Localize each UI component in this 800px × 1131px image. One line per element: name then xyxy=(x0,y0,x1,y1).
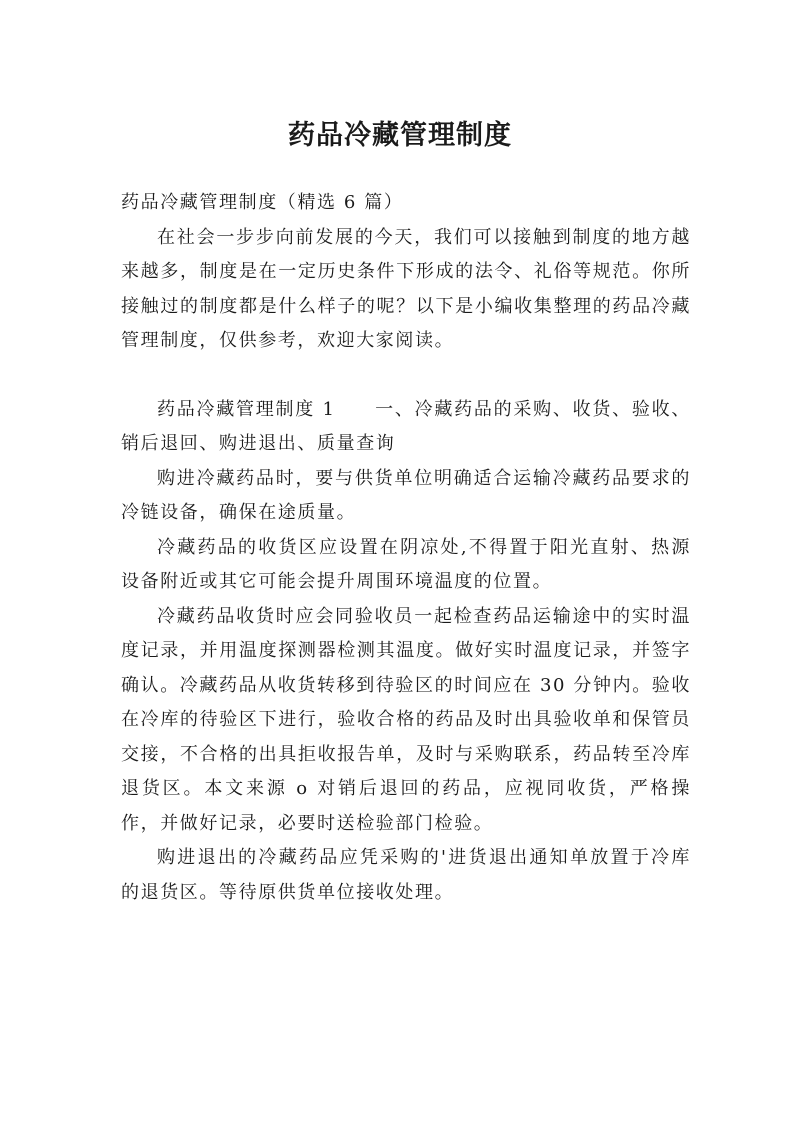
document-subtitle: 药品冷藏管理制度（精选 6 篇） xyxy=(121,192,404,213)
section-heading: 药品冷藏管理制度 1 一、冷藏药品的采购、收货、验收、销后退回、购进退出、质量查询 xyxy=(121,398,691,454)
body-paragraph-3: 冷藏药品收货时应会同验收员一起检查药品运输途中的实时温度记录，并用温度探测器检测其温度。做好实时温度记录，并签字确认。冷藏药品从收货转移到待验区的时间应在 30 分钟内。验收在冷库的待验区下进行，验收合格的药品及时出具验收单和保管员交接，不合格的出具拒收报告单，及时与采购联系，药品转至冷库退货区。本文来源 o 对销后退回的药品，应视同收货，严格操作，并做好记录，必要时送检验部门检验。 xyxy=(121,605,691,834)
document-title: 药品冷藏管理制度 xyxy=(288,120,512,152)
body-paragraph-1: 购进冷藏药品时，要与供货单位明确适合运输冷藏药品要求的冷链设备，确保在途质量。 xyxy=(121,467,691,523)
intro-paragraph: 在社会一步步向前发展的今天，我们可以接触到制度的地方越来越多，制度是在一定历史条件下形成的法令、礼俗等规范。你所接触过的制度都是什么样子的呢？以下是小编收集整理的药品冷藏管理制度，仅供参考，欢迎大家阅读。 xyxy=(121,226,691,351)
document-body xyxy=(121,186,691,910)
body-paragraph-4: 购进退出的冷藏药品应凭采购的'进货退出通知单放置于冷库的退货区。等待原供货单位接收处理。 xyxy=(121,847,691,903)
body-paragraph-2: 冷藏药品的收货区应设置在阴凉处,不得置于阳光直射、热源设备附近或其它可能会提升周围环境温度的位置。 xyxy=(121,536,691,592)
